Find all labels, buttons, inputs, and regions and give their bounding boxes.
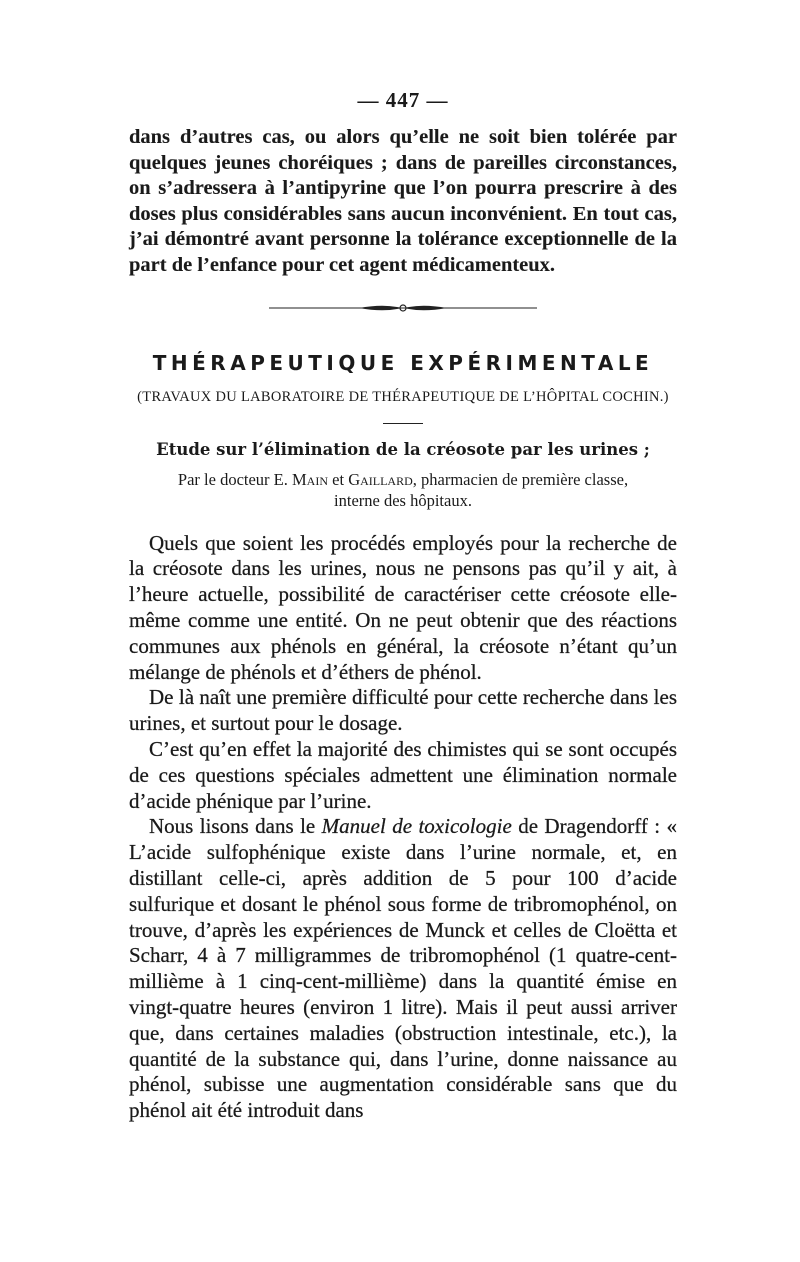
body-paragraph-4	[129, 814, 677, 1124]
body-paragraph-3: C’est qu’en effet la majorité des chimistes qui se sont occupés de ces questions spéciales admettent une élimination normale d’acide phénique par l’urine.	[129, 736, 677, 813]
book-page	[129, 88, 677, 1124]
byline-suffix: , pharmacien de première classe,	[412, 469, 629, 489]
ornamental-divider	[269, 301, 537, 315]
byline-line2: interne des hôpitaux.	[334, 490, 472, 510]
section-title: THÉRAPEUTIQUE EXPÉRIMENTALE	[152, 350, 654, 375]
author-gaillard: Gaillard	[348, 469, 413, 489]
intro-paragraph: dans d’autres cas, ou alors qu’elle ne soit bien tolérée par quelques jeunes choréiques ; dans de pareilles circonstances, on s’adressera à l’antipyrine que l’on pourra prescrire à des doses plus considérables sans aucun inconvénient. En tout cas, j’ai démontré avant personne la tolérance exceptionnelle de la part de l’enfance pour cet agent médicamenteux.	[129, 126, 677, 276]
p4-before: Nous lisons dans le	[149, 814, 322, 839]
author-main: Main	[292, 469, 329, 489]
article-title: Etude sur l’élimination de la créosote par les urines ;	[156, 439, 650, 459]
article-body	[129, 531, 677, 1124]
p4-after: de Dragendorff : « L’acide sulfophénique existe dans l’urine normale, et, en distillant celle-ci, après addition de 5 pour 100 d’acide sulfurique et dosant le phénol sous forme de tribromophénol, on trouve, d’après les expériences de Munck et celles de Cloëtta et Scharr, 4 à 7 milligrammes de tribromophénol (1 quatre-cent-millième à 1 cinq-cent-millième) dans la quantité émise en vingt-quatre heures (environ 1 litre). Mais il peut aussi arriver que, dans certaines maladies (obstruction intestinale, etc.), la quantité de la substance qui, dans l’urine, donne naissance au phénol, subisse une augmentation considérable sans que du phénol ait été introduit dans	[129, 814, 677, 1123]
short-rule	[383, 423, 423, 424]
byline-prefix: Par le docteur E.	[177, 469, 293, 489]
book-title-italic: Manuel de toxicologie	[321, 814, 512, 839]
section-subtitle: (TRAVAUX DU LABORATOIRE DE THÉRAPEUTIQUE DE L’HÔPITAL COCHIN.)	[137, 388, 669, 405]
byline-mid: et	[328, 469, 349, 489]
body-paragraph-2: De là naît une première difficulté pour cette recherche dans les urines, et surtout pour le dosage.	[129, 685, 677, 736]
page-number: — 447 —	[357, 88, 449, 112]
body-paragraph-1: Quels que soient les procédés employés pour la recherche de la créosote dans les urines, nous ne pensons pas qu’il y ait, à l’heure actuelle, possibilité de caractériser cette créosote elle-même comme une entité. On ne peut obtenir que des réactions communes aux phénols en général, la créosote n’étant qu’un mélange de phénols et d’éthers de phénol.	[129, 530, 677, 684]
byline	[129, 469, 677, 511]
